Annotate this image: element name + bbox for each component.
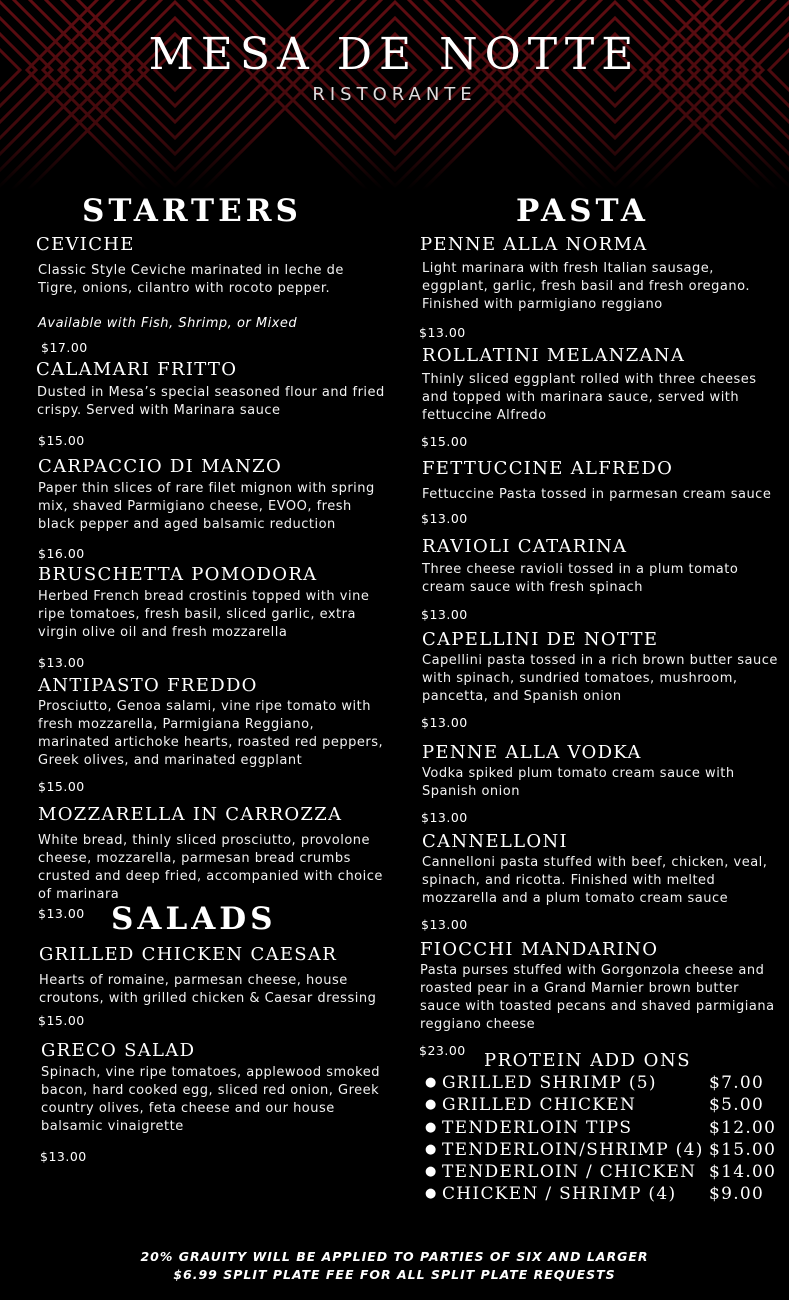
bullet-icon: ● (425, 1097, 438, 1113)
item-price: $13.00 (419, 325, 466, 340)
item-description: Thinly sliced eggplant rolled with three cheeses and topped with marinara sauce, served with fettuccine Alfredo (422, 372, 757, 423)
item-description: Three cheese ravioli tossed in a plum tomato cream sauce with fresh spinach (422, 562, 739, 595)
protein-item (419, 1183, 781, 1205)
protein-name: TENDERLOIN/SHRIMP (4) (442, 1139, 704, 1160)
salads-title: SALADS (111, 901, 277, 937)
menu-item (36, 455, 388, 563)
menu-item (419, 233, 781, 342)
protein-item (419, 1161, 781, 1183)
bullet-icon: ● (425, 1141, 438, 1157)
item-price: $13.00 (38, 906, 85, 921)
protein-price: $5.00 (709, 1095, 765, 1116)
item-description: Herbed French bread crostinis topped with vine ripe tomatoes, fresh basil, sliced garlic, extra virgin olive oil and fresh mozzarella (38, 589, 370, 640)
item-name: MOZZARELLA IN CARROZZA (38, 804, 343, 825)
item-price: $13.00 (40, 1149, 87, 1164)
item-price: $13.00 (421, 607, 468, 622)
item-name: BRUSCHETTA POMODORA (38, 564, 318, 585)
item-name: RAVIOLI CATARINA (422, 536, 628, 557)
item-name: PENNE ALLA NORMA (420, 234, 648, 255)
protein-name: GRILLED SHRIMP (5) (442, 1073, 657, 1093)
restaurant-title: MESA DE NOTTE (148, 29, 641, 80)
item-name: FETTUCCINE ALFREDO (422, 458, 674, 479)
menu-item (36, 358, 388, 450)
item-price: $15.00 (421, 434, 468, 449)
item-description: Spinach, vine ripe tomatoes, applewood smoked bacon, hard cooked egg, sliced red onion, Greek country olives, feta cheese and our house balsamic vinaigrette (41, 1065, 380, 1134)
item-price: $13.00 (421, 917, 468, 932)
gratuity-note: 20% GRAUITY WILL BE APPLIED TO PARTIES OF SIX AND LARGER (140, 1249, 649, 1264)
starters-title: STARTERS (82, 193, 302, 229)
protein-item (419, 1139, 781, 1161)
menu-item (36, 1039, 388, 1166)
bullet-icon: ● (425, 1186, 438, 1202)
item-price: $13.00 (421, 715, 468, 730)
item-name: CAPELLINI DE NOTTE (422, 629, 659, 650)
menu-item (419, 830, 781, 934)
item-description: Cannelloni pasta stuffed with beef, chicken, veal, spinach, and ricotta. Finished with melted mozzarella and a plum tomato cream sauce (422, 855, 768, 906)
menu-header (0, 28, 789, 105)
pasta-title: PASTA (516, 193, 649, 229)
protein-name: TENDERLOIN / CHICKEN (442, 1162, 697, 1183)
item-description: Capellini pasta tossed in a rich brown butter sauce with spinach, sundried tomatoes, mushroom, pancetta, and Spanish onion (422, 653, 778, 704)
menu-item (419, 938, 781, 1060)
item-name: FIOCCHI MANDARINO (420, 939, 659, 960)
restaurant-subtitle: RISTORANTE (312, 84, 477, 105)
item-description: Prosciutto, Genoa salami, vine ripe tomato with fresh mozzarella, Parmigiana Reggiano, marinated artichoke hearts, roasted red peppers, Greek olives, and marinated eggplant (38, 699, 384, 768)
protein-price: $15.00 (709, 1139, 777, 1160)
protein-price: $9.00 (709, 1184, 765, 1205)
item-price: $15.00 (38, 433, 85, 448)
protein-item (419, 1117, 781, 1139)
item-name: CEVICHE (36, 234, 135, 255)
protein-name: TENDERLOIN TIPS (442, 1117, 633, 1138)
protein-name: CHICKEN / SHRIMP (4) (442, 1184, 677, 1205)
item-note: Available with Fish, Shrimp, or Mixed (38, 316, 298, 331)
item-price: $13.00 (38, 655, 85, 670)
item-name: ROLLATINI MELANZANA (422, 345, 686, 366)
left-column (36, 190, 388, 1166)
item-name: CARPACCIO DI MANZO (38, 456, 283, 477)
item-name: ANTIPASTO FREDDO (38, 675, 258, 696)
menu-footer (0, 1248, 789, 1284)
menu-item (36, 943, 388, 1030)
salads-heading-row (36, 901, 388, 940)
item-description: Pasta purses stuffed with Gorgonzola cheese and roasted pear in a Grand Marnier brown butter sauce with toasted pecans and shaved parmigiana reggiano cheese (420, 963, 775, 1032)
protein-title: PROTEIN ADD ONS (483, 1050, 692, 1071)
protein-price: $7.00 (709, 1073, 765, 1093)
item-description: Hearts of romaine, parmesan cheese, house croutons, with grilled chicken & Caesar dressing (39, 973, 377, 1006)
bullet-icon: ● (425, 1075, 438, 1090)
split-plate-note: $6.99 SPLIT PLATE FEE FOR ALL SPLIT PLATE REQUESTS (173, 1267, 616, 1282)
menu-item (419, 344, 781, 451)
item-price: $13.00 (421, 810, 468, 825)
item-description: Dusted in Mesa’s special seasoned flour and fried crispy. Served with Marinara sauce (37, 385, 385, 418)
item-price: $13.00 (421, 511, 468, 526)
item-description: Vodka spiked plum tomato cream sauce with Spanish onion (422, 766, 735, 799)
menu-item (36, 803, 388, 904)
right-column (419, 190, 781, 1206)
menu-item (36, 233, 388, 357)
item-name: CANNELLONI (422, 831, 568, 852)
item-description: Fettuccine Pasta tossed in parmesan cream sauce (422, 487, 772, 502)
menu-item (36, 674, 388, 796)
item-name: PENNE ALLA VODKA (422, 742, 642, 763)
protein-add-ons (419, 1050, 781, 1206)
protein-item (419, 1094, 781, 1116)
menu-item (36, 563, 388, 672)
menu-item (419, 628, 781, 732)
item-name: GRECO SALAD (41, 1040, 196, 1061)
menu-item (419, 741, 781, 827)
item-description: Light marinara with fresh Italian sausage, eggplant, garlic, fresh basil and fresh oregano. Finished with parmigiano reggiano (422, 261, 750, 312)
item-description: Classic Style Ceviche marinated in leche de Tigre, onions, cilantro with rocoto pepper. (38, 263, 344, 296)
item-price: $15.00 (38, 1013, 85, 1028)
item-description: White bread, thinly sliced prosciutto, provolone cheese, mozzarella, parmesan bread crumbs crusted and deep fried, accompanied with choice of marinara (38, 833, 383, 902)
item-name: CALAMARI FRITTO (36, 359, 238, 380)
item-price: $15.00 (38, 779, 85, 794)
protein-price: $14.00 (709, 1162, 777, 1183)
item-price: $16.00 (38, 546, 85, 561)
item-price: $23.00 (419, 1043, 466, 1058)
menu-item (419, 457, 781, 528)
item-price: $17.00 (41, 340, 88, 355)
protein-price: $12.00 (709, 1117, 777, 1138)
bullet-icon: ● (425, 1119, 438, 1135)
item-description: Paper thin slices of rare filet mignon with spring mix, shaved Parmigiano cheese, EVOO, fresh black pepper and aged balsamic reduction (38, 481, 375, 532)
item-name: GRILLED CHICKEN CAESAR (39, 944, 338, 965)
protein-item (419, 1072, 781, 1094)
protein-name: GRILLED CHICKEN (442, 1095, 637, 1116)
bullet-icon: ● (425, 1164, 438, 1180)
menu-item (419, 535, 781, 624)
